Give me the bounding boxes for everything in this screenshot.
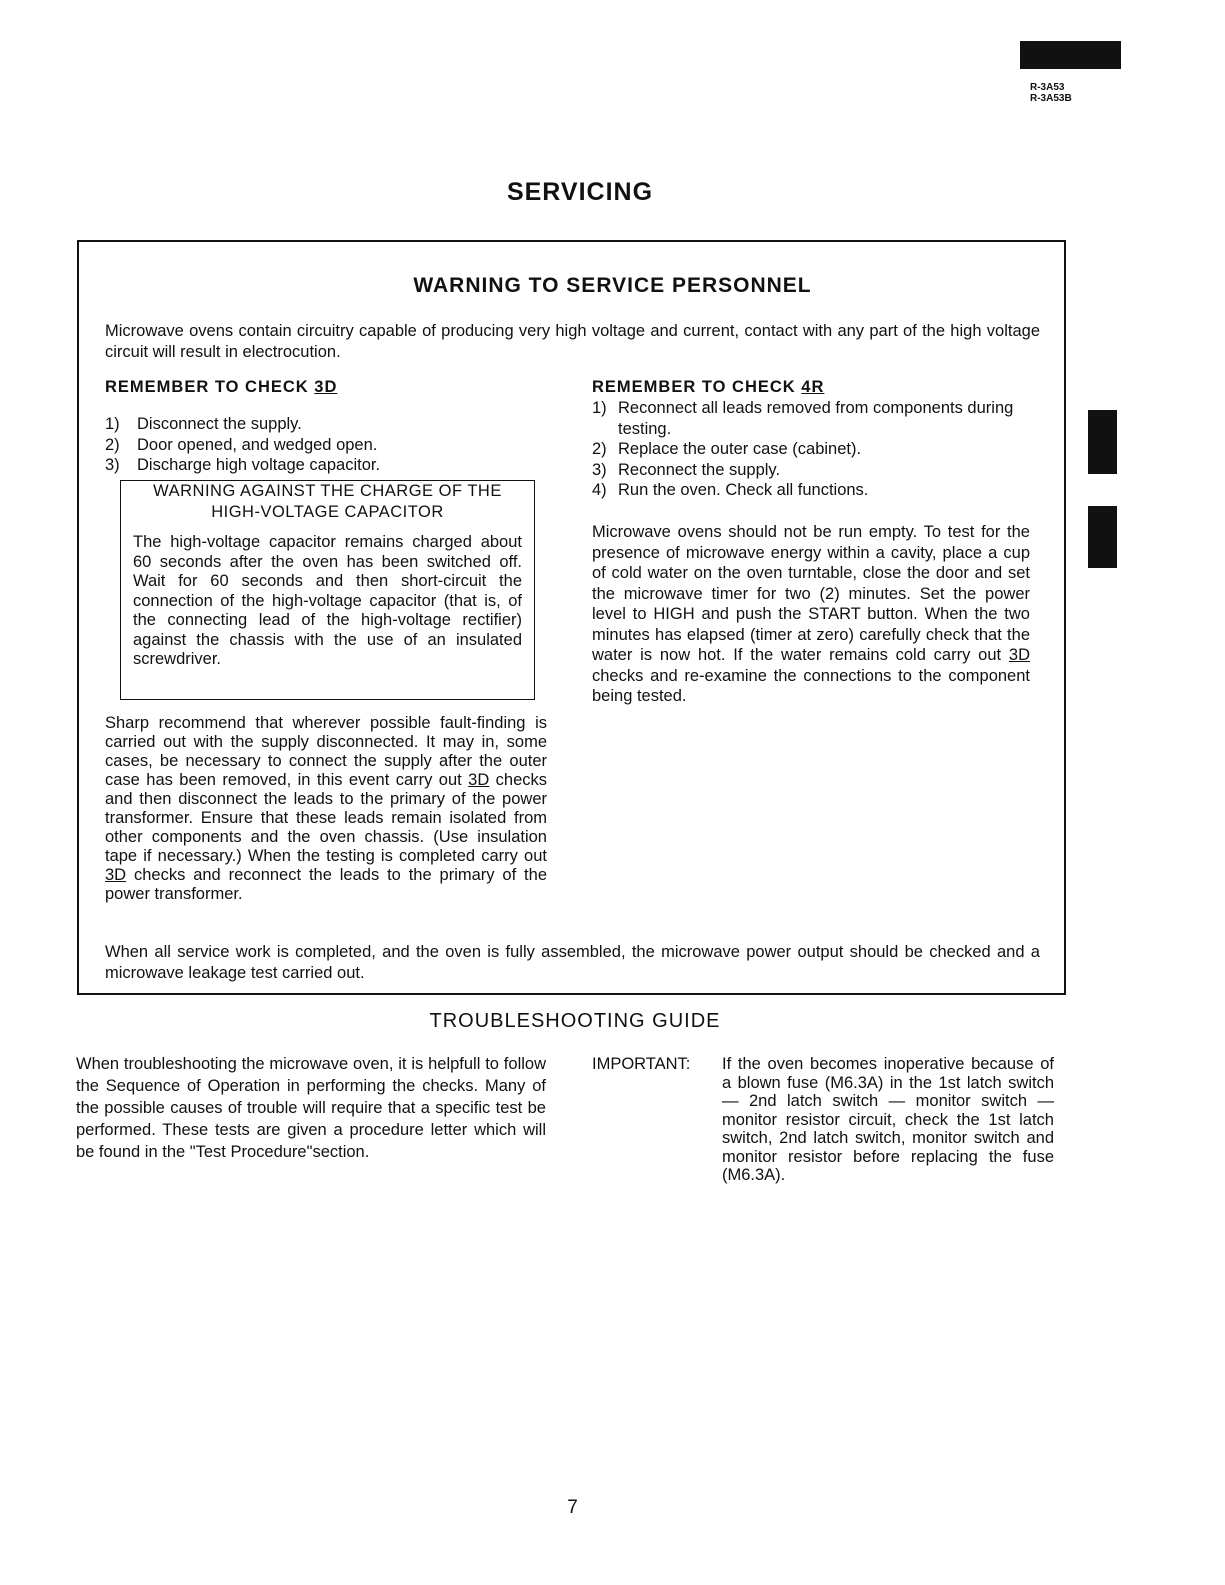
header-black-tab	[1020, 41, 1121, 69]
model-code-2: R-3A53B	[1030, 93, 1072, 104]
side-tab-upper	[1088, 410, 1117, 474]
warning-footer: When all service work is completed, and the oven is fully assembled, the microwave power output should be checked and a microwave leakage test carried out.	[105, 943, 1040, 982]
list-item: 2) Door opened, and wedged open.	[105, 435, 378, 454]
troubleshooting-intro: When troubleshooting the microwave oven, it is helpfull to follow the Sequence of Operation in performing the checks. Many of the possible causes of trouble will require that a specific test be performed. These tests are given a procedure letter which will be found in the "Test Procedure"section.	[76, 1055, 546, 1161]
page-number: 7	[567, 1497, 578, 1518]
list-item: 1) Reconnect all leads removed from components during testing.	[592, 399, 1014, 438]
list-item: 3) Discharge high voltage capacitor.	[105, 456, 381, 474]
list-item: 3) Reconnect the supply.	[592, 460, 781, 479]
list-item: 4) Run the oven. Check all functions.	[592, 481, 869, 499]
model-code-1: R-3A53	[1030, 82, 1065, 93]
page-title: SERVICING	[506, 178, 654, 206]
right-heading-prefix: REMEMBER TO CHECK	[592, 378, 802, 396]
troubleshooting-title: TROUBLESHOOTING GUIDE	[429, 1010, 721, 1032]
list-item: 2) Replace the outer case (cabinet).	[592, 440, 862, 458]
right-checklist	[592, 398, 1032, 501]
capacitor-warning-text: The high-voltage capacitor remains charged about 60 seconds after the oven has been switched off. Wait for 60 seconds and then short-circuit the connection of the high-voltage capacitor (that is, of the connecting lead of the high-voltage rectifier) against the chassis with the use of an insulated screwdriver.	[133, 533, 522, 668]
left-heading-code: 3D	[314, 378, 338, 396]
warning-intro: Microwave ovens contain circuitry capable of producing very high voltage and current, contact with any part of the high voltage circuit will result in electrocution.	[105, 322, 1040, 361]
warning-title: WARNING TO SERVICE PERSONNEL	[413, 274, 812, 297]
left-heading-prefix: REMEMBER TO CHECK	[105, 378, 315, 396]
side-tab-lower	[1088, 506, 1117, 568]
important-text: If the oven becomes inoperative because of a blown fuse (M6.3A) in the 1st latch switch — 2nd latch switch — monitor switch — monitor resistor circuit, check the 1st latch switch, 2nd latch switch, monitor switch and monitor resistor before replacing the fuse (M6.3A).	[722, 1055, 1054, 1184]
right-heading	[592, 378, 824, 397]
list-item: 1) Disconnect the supply.	[105, 415, 302, 433]
left-heading	[105, 378, 337, 397]
important-label: IMPORTANT:	[592, 1055, 691, 1073]
capacitor-warning-box	[120, 480, 535, 700]
left-checklist	[105, 414, 535, 476]
right-heading-code: 4R	[801, 378, 825, 396]
capacitor-warning-title: WARNING AGAINST THE CHARGE OF THE HIGH-VOLTAGE CAPACITOR	[153, 482, 502, 521]
sharp-recommend-paragraph: Sharp recommend that wherever possible fault-finding is carried out with the supply disconnected. It may in, some cases, be necessary to connect the supply after the outer case has been removed, in this event carry out 3D checks and then disconnect the leads to the primary of the power transformer. Ensure that these leads remain isolated from other components and the oven chassis. (Use insulation tape if necessary.) When the testing is completed carry out 3D checks and reconnect the leads to the primary of the power transformer.	[105, 714, 547, 903]
model-codes	[1030, 82, 1072, 104]
empty-oven-paragraph: Microwave ovens should not be run empty. To test for the presence of microwave energy within a cavity, place a cup of cold water on the oven turntable, close the door and set the microwave timer for two (2) minutes. Set the power level to HIGH and push the START button. When the two minutes has elapsed (timer at zero) carefully check that the water is now hot. If the water remains cold carry out 3D checks and re-examine the connections to the component being tested.	[592, 523, 1030, 705]
